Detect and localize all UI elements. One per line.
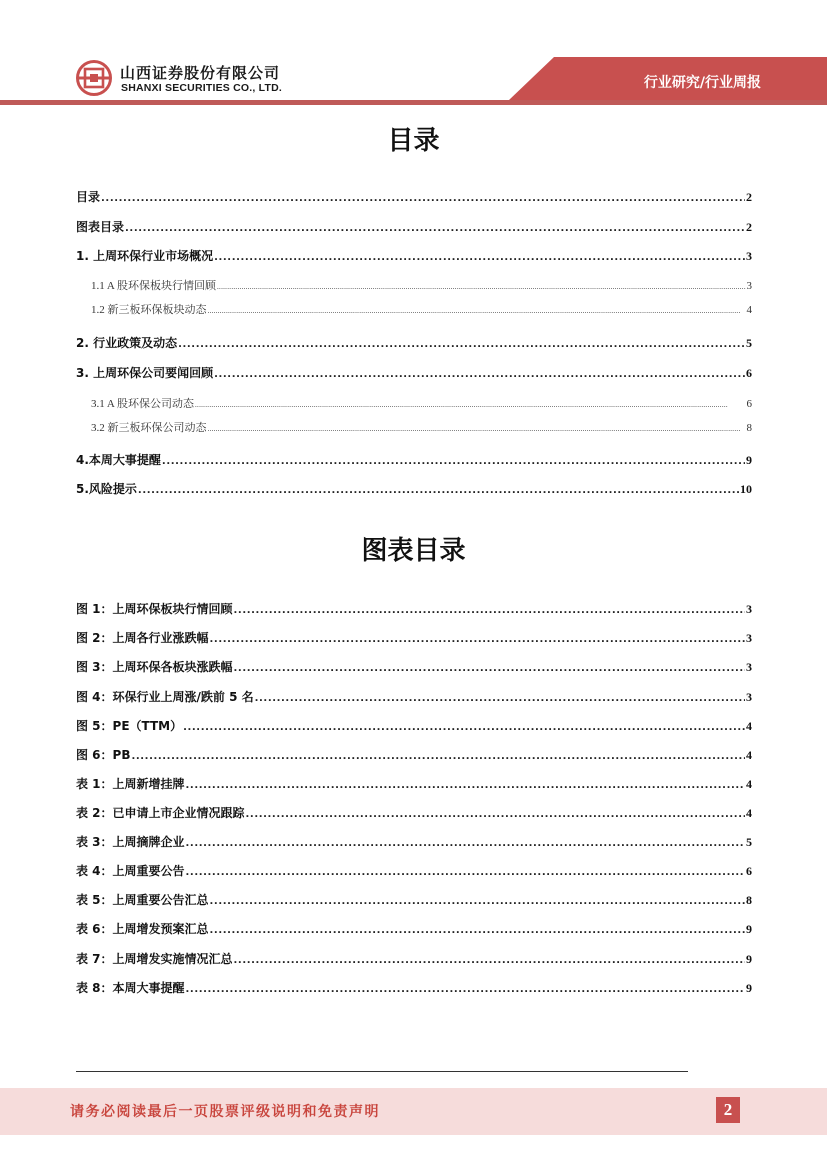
- dot-leader: [208, 425, 746, 433]
- figures-title: 图表目录: [361, 536, 466, 566]
- toc-entry[interactable]: [76, 334, 752, 352]
- dot-leader: [210, 634, 745, 645]
- header-rule: [0, 100, 827, 105]
- figure-entry[interactable]: [76, 746, 752, 764]
- figure-entry-page: 4: [746, 777, 752, 791]
- toc-entry[interactable]: [76, 247, 752, 265]
- toc-entry-label: 2. 行业政策及动态: [76, 336, 178, 350]
- toc-entry-page: 4: [746, 304, 752, 316]
- dot-leader: [234, 605, 745, 616]
- figure-entry[interactable]: [76, 833, 752, 851]
- figure-entry-label: 图 2：上周各行业涨跌幅: [76, 631, 209, 645]
- dot-leader: [162, 456, 745, 467]
- toc-entry-label: 3.1 A 股环保公司动态: [91, 398, 194, 410]
- toc-title: 目录: [387, 126, 440, 156]
- figure-entry[interactable]: [76, 600, 752, 618]
- toc-entry[interactable]: [91, 395, 752, 413]
- dot-leader: [195, 401, 746, 409]
- figure-entry-page: 5: [746, 835, 752, 849]
- toc-entry[interactable]: [76, 188, 752, 206]
- dot-leader: [186, 838, 745, 849]
- figure-entry-label: 表 6：上周增发预案汇总: [76, 922, 209, 936]
- figure-entry[interactable]: [76, 950, 752, 968]
- figure-entry-page: 4: [746, 719, 752, 733]
- toc-entry-label: 5.风险提示: [76, 482, 137, 496]
- toc-entry-page: 3: [746, 249, 752, 263]
- company-logo-icon: [76, 60, 112, 96]
- figure-entry-page: 4: [746, 748, 752, 762]
- figure-entry-label: 表 7：上周增发实施情况汇总: [76, 952, 233, 966]
- dot-leader: [234, 663, 745, 674]
- figure-entry-label: 图 4：环保行业上周涨/跌前 5 名: [76, 690, 254, 704]
- toc-entry-label: 目录: [76, 190, 101, 204]
- figure-entry[interactable]: [76, 804, 752, 822]
- figure-entry-page: 3: [746, 690, 752, 704]
- toc-entry[interactable]: [91, 277, 752, 295]
- toc-entry-label: 1.2 新三板环保板块动态: [91, 304, 207, 316]
- toc-entry-label: 1. 上周环保行业市场概况: [76, 249, 214, 263]
- dot-leader: [138, 485, 739, 496]
- report-type-label: 行业研究/行业周报: [643, 75, 761, 91]
- dot-leader: [214, 252, 745, 263]
- dot-leader: [246, 809, 745, 820]
- toc-entry[interactable]: [76, 218, 752, 236]
- dot-leader: [210, 896, 745, 907]
- figure-entry-label: 表 5：上周重要公告汇总: [76, 893, 209, 907]
- disclaimer-notice: 请务必阅读最后一页股票评级说明和免责声明: [70, 1104, 380, 1120]
- figure-entry-label: 表 3：上周摘牌企业: [76, 835, 185, 849]
- toc-entry[interactable]: [91, 301, 752, 319]
- figure-entry-label: 表 1：上周新增挂牌: [76, 777, 185, 791]
- dot-leader: [208, 307, 746, 315]
- dot-leader: [131, 751, 745, 762]
- page-header: [0, 0, 827, 110]
- company-name-en: SHANXI SECURITIES CO., LTD.: [121, 82, 282, 94]
- toc-entry[interactable]: [76, 364, 752, 382]
- toc-entry-label: 4.本周大事提醒: [76, 453, 161, 467]
- figure-entry[interactable]: [76, 862, 752, 880]
- company-name-cn: 山西证券股份有限公司: [120, 64, 281, 82]
- toc-entry-page: 10: [740, 482, 752, 496]
- toc-entry-page: 2: [746, 190, 752, 204]
- dot-leader: [217, 283, 746, 291]
- dot-leader: [186, 867, 745, 878]
- toc-entry-page: 6: [746, 366, 752, 380]
- toc-entry[interactable]: [76, 451, 752, 469]
- figure-entry-page: 3: [746, 602, 752, 616]
- figure-entry-page: 6: [746, 864, 752, 878]
- dot-leader: [186, 780, 745, 791]
- toc-entry[interactable]: [91, 419, 752, 437]
- toc-entry-label: 3.2 新三板环保公司动态: [91, 422, 207, 434]
- figure-entry[interactable]: [76, 775, 752, 793]
- figure-entry-label: 图 1：上周环保板块行情回顾: [76, 602, 233, 616]
- dot-leader: [183, 722, 745, 733]
- dot-leader: [214, 369, 745, 380]
- dot-leader: [178, 339, 745, 350]
- toc-entry-label: 3. 上周环保公司要闻回顾: [76, 366, 214, 380]
- figure-entry-page: 3: [746, 631, 752, 645]
- figure-entry[interactable]: [76, 688, 752, 706]
- toc-entry-page: 9: [746, 453, 752, 467]
- figure-entry[interactable]: [76, 920, 752, 938]
- dot-leader: [255, 693, 745, 704]
- dot-leader: [186, 984, 745, 995]
- figure-entry-label: 图 6：PB: [76, 748, 131, 762]
- toc-entry-page: 6: [746, 398, 752, 410]
- dot-leader: [234, 955, 745, 966]
- toc-entry-page: 2: [746, 220, 752, 234]
- figure-entry[interactable]: [76, 717, 752, 735]
- dot-leader: [101, 193, 745, 204]
- toc-entry-page: 8: [746, 422, 752, 434]
- figure-entry-page: 3: [746, 660, 752, 674]
- figure-entry[interactable]: [76, 891, 752, 909]
- figure-entry-label: 表 8：本周大事提醒: [76, 981, 185, 995]
- dot-leader: [125, 223, 745, 234]
- figure-entry-page: 9: [746, 952, 752, 966]
- figure-entry-label: 表 4：上周重要公告: [76, 864, 185, 878]
- figure-entry-label: 表 2：已申请上市企业情况跟踪: [76, 806, 245, 820]
- figure-entry-label: 图 3：上周环保各板块涨跌幅: [76, 660, 233, 674]
- toc-entry-page: 3: [746, 280, 752, 292]
- figure-entry[interactable]: [76, 658, 752, 676]
- toc-entry[interactable]: [76, 480, 752, 498]
- footer-rule: [76, 1071, 688, 1072]
- toc-entry-page: 5: [746, 336, 752, 350]
- figure-entry-page: 8: [746, 893, 752, 907]
- figure-entry-page: 4: [746, 806, 752, 820]
- figure-entry[interactable]: [76, 629, 752, 647]
- figure-entry-page: 9: [746, 922, 752, 936]
- dot-leader: [210, 925, 745, 936]
- figure-entry-page: 9: [746, 981, 752, 995]
- figure-entry-label: 图 5：PE（TTM）: [76, 719, 183, 733]
- toc-entry-label: 图表目录: [76, 220, 125, 234]
- toc-entry-label: 1.1 A 股环保板块行情回顾: [91, 280, 216, 292]
- figure-entry[interactable]: [76, 979, 752, 997]
- page-number: 2: [716, 1097, 740, 1123]
